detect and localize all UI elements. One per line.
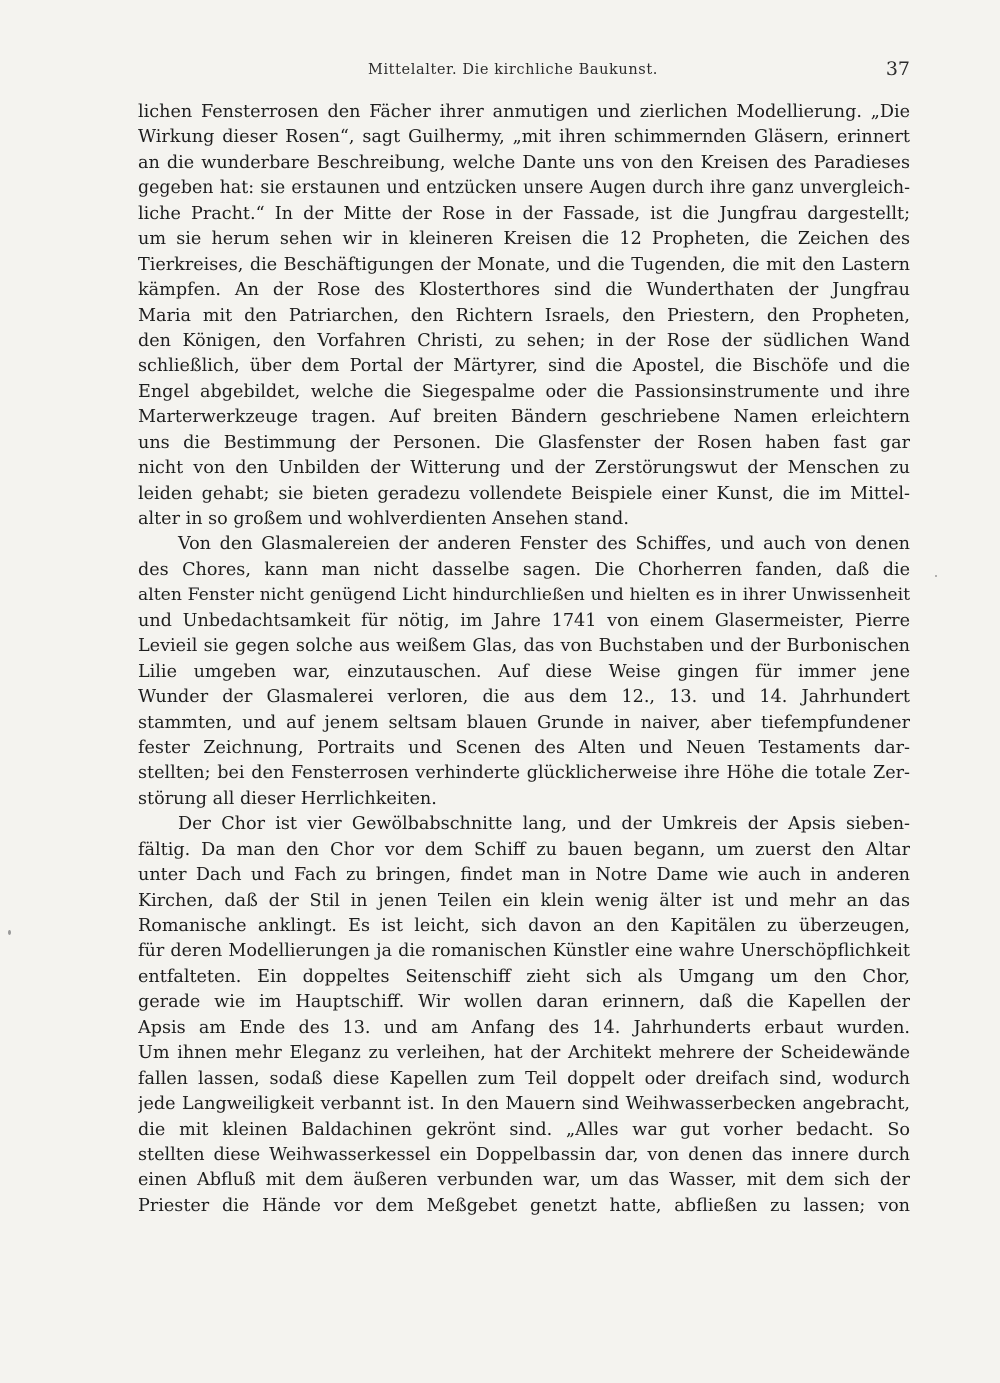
text-line: den Königen, den Vorfahren Christi, zu sehen; in der Rose der südlichen Wand bbox=[138, 330, 910, 351]
text-line: Lilie umgeben war, einzutauschen. Auf diese Weise gingen für immer jene bbox=[138, 661, 910, 682]
text-line: die mit kleinen Baldachinen gekrönt sind. „Alles war gut vorher bedacht. So bbox=[138, 1119, 910, 1140]
text-line: leiden gehabt; sie bieten geradezu vollendete Beispiele einer Kunst, die im Mittel- bbox=[138, 483, 910, 504]
text-line: Marterwerkzeuge tragen. Auf breiten Bändern geschriebene Namen erleichtern bbox=[138, 407, 910, 428]
text-line: fester Zeichnung, Portraits und Scenen des Alten und Neuen Testaments dar- bbox=[138, 737, 910, 758]
text-line: stammten, und auf jenem seltsam blauen Grunde in naiver, aber tiefempfundener bbox=[138, 712, 910, 733]
text-line: schließlich, über dem Portal der Märtyrer, sind die Apostel, die Bischöfe und die bbox=[138, 356, 910, 377]
text-line: Romanische anklingt. Es ist leicht, sich davon an den Kapitälen zu überzeugen, bbox=[138, 916, 910, 936]
page-number: 37 bbox=[885, 58, 910, 80]
text-line: einen Abfluß mit dem äußeren verbunden war, um das Wasser, mit dem sich der bbox=[138, 1170, 910, 1191]
text-line: entfalteten. Ein doppeltes Seitenschiff zieht sich als Umgang um den Chor, bbox=[138, 966, 910, 987]
text-line: fältig. Da man den Chor vor dem Schiff zu bauen begann, um zuerst den Altar bbox=[138, 839, 910, 860]
running-head: Mittelalter. Die kirchliche Baukunst. bbox=[368, 62, 658, 78]
text-line: lichen Fensterrosen den Fächer ihrer anmutigen und zierlichen Modellierung. „Die bbox=[138, 102, 910, 122]
text-line: Der Chor ist vier Gewölbabschnitte lang, und der Umkreis der Apsis sieben- bbox=[178, 814, 910, 835]
text-line: kämpfen. An der Rose des Klosterthores sind die Wunderthaten der Jungfrau bbox=[138, 280, 910, 301]
text-line: liche Pracht.“ In der Mitte der Rose in der Fassade, ist die Jungfrau dargestellt; bbox=[138, 203, 910, 224]
text-line: Wunder der Glasmalerei verloren, die aus dem 12., 13. und 14. Jahrhundert bbox=[138, 687, 910, 708]
text-line: an die wunderbare Beschreibung, welche Dante uns von den Kreisen des Paradieses bbox=[138, 152, 910, 173]
text-line: alter in so großem und wohlverdienten Ansehen stand. bbox=[138, 509, 629, 529]
text-line: Engel abgebildet, welche die Siegespalme oder die Passionsinstrumente und ihre bbox=[138, 381, 910, 402]
text-line: stellten; bei den Fensterrosen verhinderte glücklicherweise ihre Höhe die totale Zer- bbox=[138, 763, 910, 784]
text-line: um sie herum sehen wir in kleineren Kreisen die 12 Propheten, die Zeichen des bbox=[138, 229, 910, 250]
text-line: Apsis am Ende des 13. und am Anfang des 14. Jahrhunderts erbaut wurden. bbox=[138, 1017, 910, 1038]
text-line: Kirchen, daß der Stil in jenen Teilen ein klein wenig älter ist und mehr an das bbox=[138, 890, 910, 911]
text-line: Levieil sie gegen solche aus weißem Glas, das von Buchstaben und der Burbonischen bbox=[138, 636, 910, 657]
paper-speck bbox=[935, 575, 937, 577]
text-line: Um ihnen mehr Eleganz zu verleihen, hat der Architekt mehrere der Scheidewände bbox=[138, 1043, 910, 1064]
text-line: fallen lassen, sodaß diese Kapellen zum Teil doppelt oder dreifach sind, wodurch bbox=[138, 1068, 910, 1089]
text-line: unter Dach und Fach zu bringen, findet man in Notre Dame wie auch in anderen bbox=[138, 865, 910, 886]
text-line: Priester die Hände vor dem Meßgebet genetzt hatte, abfließen zu lassen; von bbox=[138, 1195, 910, 1216]
body-text bbox=[138, 100, 910, 1219]
text-line: des Chores, kann man nicht dasselbe sagen. Die Chorherren fanden, daß die bbox=[138, 559, 910, 580]
text-line: gerade wie im Hauptschiff. Wir wollen daran erinnern, daß die Kapellen der bbox=[138, 992, 910, 1013]
text-line: stellten diese Weihwasserkessel ein Doppelbassin dar, von denen das innere durch bbox=[138, 1144, 910, 1165]
text-line: Tierkreises, die Beschäftigungen der Monate, und die Tugenden, die mit den Lastern bbox=[138, 254, 910, 275]
text-line: jede Langweiligkeit verbannt ist. In den Mauern sind Weihwasserbecken angebracht, bbox=[138, 1094, 910, 1115]
text-line: störung all dieser Herrlichkeiten. bbox=[138, 788, 437, 809]
text-line: Von den Glasmalereien der anderen Fenster des Schiffes, und auch von denen bbox=[178, 534, 910, 555]
text-line: und Unbedachtsamkeit für nötig, im Jahre 1741 von einem Glasermeister, Pierre bbox=[138, 610, 910, 631]
paper-speck bbox=[8, 930, 11, 935]
page-header bbox=[140, 58, 910, 86]
text-line: gegeben hat: sie erstaunen und entzücken unsere Augen durch ihre ganz unvergleich- bbox=[138, 178, 910, 199]
text-line: uns die Bestimmung der Personen. Die Glasfenster der Rosen haben fast gar bbox=[138, 432, 910, 453]
text-line: alten Fenster nicht genügend Licht hindurchließen und hielten es in ihrer Unwissenheit bbox=[138, 585, 910, 606]
text-line: nicht von den Unbilden der Witterung und der Zerstörungswut der Menschen zu bbox=[138, 458, 910, 479]
text-line: Wirkung dieser Rosen“, sagt Guilhermy, „mit ihren schimmernden Gläsern, erinnert bbox=[138, 127, 910, 148]
text-line: für deren Modellierungen ja die romanischen Künstler eine wahre Unerschöpflichkeit bbox=[138, 941, 910, 962]
text-line: Maria mit den Patriarchen, den Richtern Israels, den Priestern, den Propheten, bbox=[138, 305, 910, 326]
